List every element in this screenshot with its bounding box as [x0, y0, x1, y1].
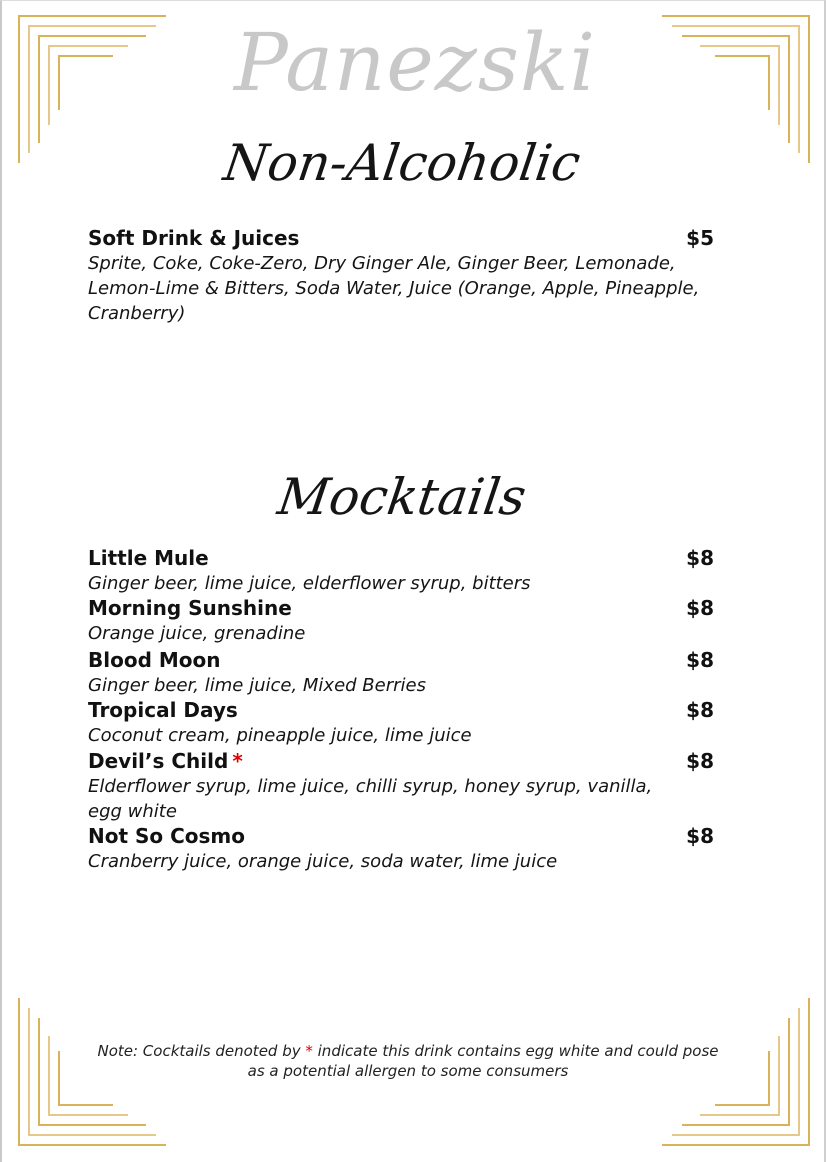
menu-item-devils-child: [88, 748, 714, 824]
item-description: Sprite, Coke, Coke-Zero, Dry Ginger Ale, Ginger Beer, Lemonade, Lemon-Lime & Bitters, Soda Water, Juice (Orange, Apple, Pineapple, Cranberry): [88, 253, 700, 324]
section-title-non-alcoholic: Non-Alcoholic: [220, 134, 584, 192]
item-description: Ginger beer, lime juice, Mixed Berries: [88, 675, 426, 696]
item-name: Blood Moon: [88, 648, 221, 672]
item-description: Elderflower syrup, lime juice, chilli syrup, honey syrup, vanilla, egg white: [88, 776, 653, 822]
note-suffix: indicate this drink contains egg white and could pose as a potential allergen to some consumers: [247, 1042, 719, 1080]
item-price: $8: [686, 824, 714, 848]
allergen-note: [88, 1041, 728, 1081]
item-description: Cranberry juice, orange juice, soda water, lime juice: [88, 851, 558, 872]
item-name: Not So Cosmo: [88, 824, 246, 848]
item-price: $8: [686, 648, 714, 672]
section-title-mocktails: Mocktails: [274, 468, 530, 526]
item-price: $8: [686, 698, 714, 722]
allergen-asterisk: *: [232, 749, 243, 773]
item-description: Ginger beer, lime juice, elderflower syrup, bitters: [88, 573, 531, 594]
item-price: $5: [686, 226, 714, 250]
menu-item-soft-drinks: [88, 225, 714, 326]
note-prefix: Note: Cocktails denoted by: [97, 1042, 306, 1060]
brand-logo: Panezski: [233, 16, 597, 109]
item-price: $8: [686, 546, 714, 570]
item-name: Devil’s Child: [88, 749, 229, 773]
menu-item-not-so-cosmo: [88, 823, 714, 874]
note-asterisk: *: [305, 1042, 313, 1060]
menu-item-blood-moon: [88, 647, 714, 698]
item-price: $8: [686, 596, 714, 620]
item-description: Orange juice, grenadine: [88, 623, 306, 644]
item-name: Soft Drink & Juices: [88, 226, 300, 250]
item-name: Morning Sunshine: [88, 596, 292, 620]
menu-item-tropical-days: [88, 697, 714, 748]
item-name: Tropical Days: [88, 698, 238, 722]
menu-item-morning-sunshine: [88, 595, 714, 646]
item-name: Little Mule: [88, 546, 209, 570]
menu-item-little-mule: [88, 545, 714, 596]
item-description: Coconut cream, pineapple juice, lime juice: [88, 725, 472, 746]
item-price: $8: [686, 749, 714, 773]
